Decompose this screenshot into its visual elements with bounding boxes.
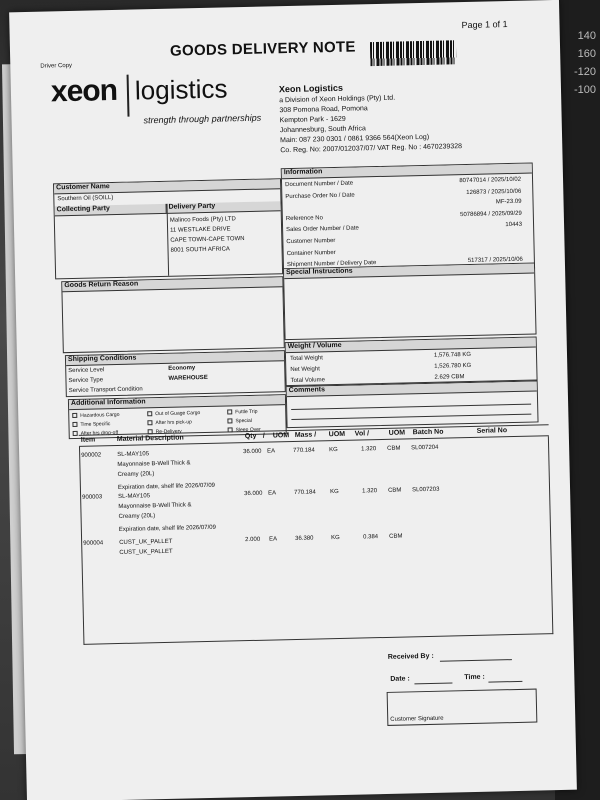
option-checkbox: Futtle Trip [227,409,257,416]
received-by-label: Received By : [387,652,434,661]
comment-line [291,404,531,410]
logo-brand: xeon [50,73,118,109]
date-label: Date : [390,675,410,683]
company-name: Xeon Logistics [278,82,344,95]
copy-label: Driver Copy [40,62,73,70]
dash-number: 160 [577,48,596,60]
col-header: Item [80,436,96,444]
item-qty: 2.000 [245,536,261,544]
col-header: Mass / [294,431,317,439]
col-header: Material Description [116,434,184,444]
item-number: 900004 [83,540,104,547]
weight-label: Net Weight [290,366,320,374]
shipping-label: Service Level [68,367,105,375]
item-qty: 36.000 [243,448,262,456]
weight-value: 2.629 CBM [434,374,465,381]
item-uom: EA [269,536,278,543]
item-mass: 36.380 [295,535,314,542]
item-vol-uom: CBM [387,487,402,494]
dash-number: -100 [573,84,596,96]
item-mass-uom: KG [330,488,339,496]
item-vol-uom: CBM [387,445,401,452]
comments-header: Comments [287,381,537,397]
company-line: a Division of Xeon Holdings (Pty) Ltd. [279,94,396,105]
block-divider [166,204,169,276]
info-value: 50786894 / 2025/09/29 [460,210,522,219]
item-desc: Expiration date, shelf life 2026/07/09 [117,482,216,491]
customer-block [53,178,283,279]
col-header: / [262,432,265,440]
received-by-line [440,659,512,662]
document-title: GOODS DELIVERY NOTE [169,38,356,60]
item-uom: EA [268,490,277,497]
info-label: Reference No [285,215,323,223]
delivery-line: 11 WESTLAKE DRIVE [170,226,231,234]
company-line: 308 Pomona Road, Pomona [279,105,368,115]
collecting-header: Collecting Party [55,204,167,217]
info-label: Sales Order Number / Date [286,225,359,234]
col-header: Batch No [412,428,444,437]
weight-value: 1,526.780 KG [434,362,472,370]
delivery-note-paper [9,0,577,800]
option-checkbox: After hrs drop-off [73,430,119,437]
comment-line [291,414,531,420]
company-logo [50,71,262,126]
info-label: Customer Number [286,237,336,246]
item-mass: 770.184 [293,447,315,455]
goods-return-block [61,276,285,353]
col-header: Serial No [476,427,508,435]
item-desc: SL-MAY105 [118,493,151,500]
col-header: UOM [388,429,406,437]
weight-label: Total Volume [290,377,325,385]
option-checkbox: After hrs pick-up [147,419,192,426]
option-checkbox: Sleep Over [228,427,261,434]
signature-box [387,689,538,726]
item-desc: Mayonnaise B-Well Thick & [118,502,192,510]
info-label: Shipment Number / Delivery Date [286,260,377,269]
special-header: Special Instructions [284,263,534,279]
company-line: Co. Reg. No: 2007/012037/07/ VAT Reg. No : 4670239328 [280,143,463,155]
shipping-label: Service Transport Condition [68,386,143,395]
option-checkbox: Time Specific [72,421,110,428]
company-address [279,80,462,156]
dash-number: 140 [577,30,596,42]
logo-word: logistics [134,73,228,106]
col-header: Qty [244,432,257,441]
shipping-label: Service Type [68,377,104,385]
item-vol-uom: CBM [389,533,403,540]
item-number: 900003 [82,494,103,501]
shipping-header: Shipping Conditions [66,351,284,366]
delivery-line: 8001 SOUTH AFRICA [170,246,230,254]
date-line [414,682,452,684]
col-header: UOM [328,430,346,439]
time-label: Time : [464,673,485,682]
option-checkbox: Hazardous Cargo [72,412,119,419]
weight-label: Total Weight [289,355,324,363]
page-number: Page 1 of 1 [461,19,508,31]
item-vol: 1.320 [362,488,378,495]
shipping-value: WAREHOUSE [168,374,208,382]
logo-divider [127,74,130,116]
delivery-line: Malinco Foods (Pty) LTD [169,216,236,224]
item-desc: Creamy (20L) [117,471,155,478]
info-label: Document Number / Date [285,180,354,189]
customer-name: Southern Oil (SOILL) [57,195,114,203]
weight-header: Weight / Volume [286,337,536,353]
barcode-image [370,40,457,66]
shipping-block [65,350,286,397]
info-label: Purchase Order No / Date [285,192,355,201]
item-desc: SL-MAY105 [117,451,150,459]
item-vol: 1.320 [361,446,377,453]
item-desc: Expiration date, shelf life 2026/07/09 [118,524,217,533]
item-batch: SL007204 [411,444,439,452]
info-label: Container Number [286,249,336,258]
logo-tagline: strength through partnerships [143,112,262,126]
item-mass-uom: KG [331,534,340,542]
item-batch: SL007203 [411,486,440,494]
delivery-header: Delivery Party [166,201,280,214]
info-value: 10443 [505,221,523,229]
item-desc: CUST_UK_PALLET [119,538,173,546]
weight-value: 1,576.748 KG [433,351,472,359]
info-value: 126873 / 2025/10/06 [466,188,522,197]
option-checkbox: Special [227,418,252,425]
information-header: Information [282,164,532,180]
option-checkbox: Re-Delivery [148,429,182,436]
info-value: 80747014 / 2025/10/02 [459,176,522,185]
weight-block [285,336,538,386]
item-desc: Creamy (20L) [118,513,156,520]
item-desc: CUST_UK_PALLET [119,548,173,556]
shipping-value: Economy [168,365,196,372]
item-desc: Mayonnaise B-Well Thick & [117,460,191,468]
company-line: Main: 087 230 0301 / 0861 9366 564(Xeon Log) [280,133,430,145]
company-line: Kempton Park - 1629 [279,115,346,125]
comments-block [286,380,539,428]
item-qty: 36.000 [244,490,263,498]
info-value: 517317 / 2025/10/06 [467,256,523,264]
item-mass: 770.184 [294,489,316,496]
company-line: Johannesburg, South Africa [279,125,366,135]
col-header: Vol / [354,430,370,438]
delivery-line: CAPE TOWN-CAPE TOWN [170,236,245,244]
goods-return-header: Goods Return Reason [62,277,282,292]
option-checkbox: Out of Guage Cargo [147,410,200,417]
item-vol: 0.384 [363,534,379,541]
item-number: 900002 [81,452,102,459]
info-value: MF-23.09 [495,198,522,206]
additional-header: Additional Information [69,395,285,410]
special-block [283,262,537,340]
signature-label: Customer Signature [390,715,444,723]
dash-number: -120 [573,66,596,78]
item-mass-uom: KG [329,446,338,454]
item-uom: EA [267,448,276,455]
customer-header: Customer Name [54,179,280,194]
col-header: UOM [272,432,290,440]
time-line [488,681,522,683]
